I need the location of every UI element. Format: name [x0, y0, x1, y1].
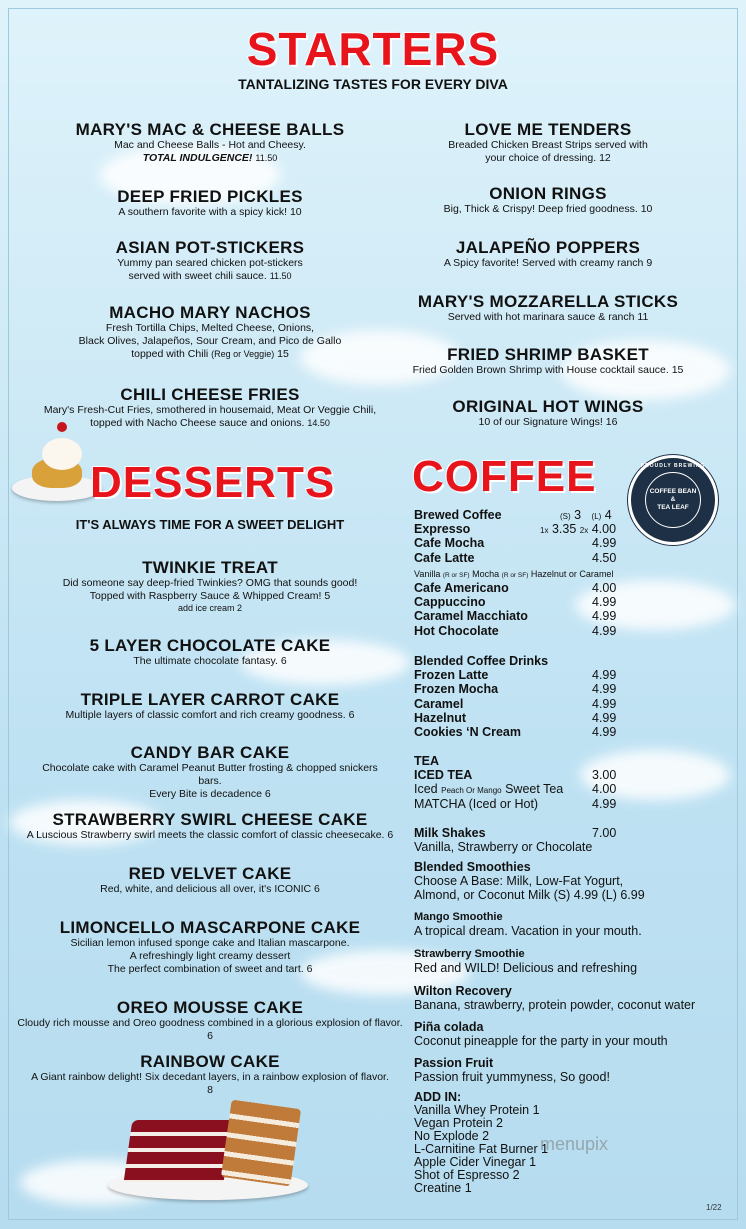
item-price: 6	[264, 788, 271, 800]
item-name: Cookies ‘N Cream	[414, 724, 521, 739]
coffee-menu	[414, 508, 724, 638]
item-name: Caramel Macchiato	[414, 609, 528, 624]
item-price: 6	[314, 883, 320, 895]
section-header: Blended Smoothies	[414, 860, 531, 874]
item-description: Mac and Cheese Balls - Hot and Cheesy.	[114, 139, 306, 151]
coffee-title: COFFEE	[412, 452, 597, 501]
item-description: Fresh Tortilla Chips, Melted Cheese, Onions, Black Olives, Jalapeños, Sour Cream, and Pico de Gallo topped with Chili	[78, 322, 342, 360]
item-name-suffix: Sweet Tea	[505, 782, 564, 797]
item-name: MACHO MARY NACHOS	[109, 303, 311, 322]
add-in-item: Apple Cider Vinegar 1	[414, 1155, 537, 1169]
item-price: 4.99	[592, 595, 617, 610]
logo-amp: &	[670, 496, 676, 503]
add-in-item: Shot of Espresso 2	[414, 1168, 520, 1182]
flavor-note: (R or SF)	[442, 571, 470, 579]
item-description: Sicilian lemon infused sponge cake and Italian mascarpone. A refreshingly light creamy dessert The perfect combination of sweet and tart.	[70, 937, 350, 975]
item-price: 15	[277, 348, 289, 360]
item-price: 11	[637, 311, 649, 323]
menu-item	[414, 768, 724, 782]
page-number: 1/22	[706, 1203, 722, 1212]
item-name: Caramel	[414, 696, 464, 711]
item-name: JALAPEÑO POPPERS	[455, 238, 641, 257]
item-price: 11.50	[255, 153, 278, 163]
menu-item	[398, 184, 698, 216]
item-name: Milk Shakes	[414, 826, 486, 840]
item-name: Hot Chocolate	[414, 623, 499, 638]
item-description: Fried Golden Brown Shrimp with House cocktail sauce.	[412, 364, 669, 376]
size-label: 1x	[540, 526, 549, 536]
item-price: 4.99	[592, 710, 617, 725]
tea-section	[414, 754, 724, 811]
item-description: Passion fruit yummyness, So good!	[414, 1070, 610, 1085]
item-name: RED VELVET CAKE	[128, 864, 292, 883]
menu-item	[414, 609, 724, 623]
item-price: 4	[604, 508, 612, 522]
item-name: ONION RINGS	[489, 184, 607, 203]
menu-item	[398, 345, 698, 377]
logo-line1: COFFEE BEAN	[649, 488, 697, 495]
size-label: (L)	[591, 512, 602, 521]
item-price: 4.00	[592, 580, 617, 595]
menu-item	[414, 522, 724, 536]
item-price: 4.99	[592, 724, 617, 739]
item-price: 10	[640, 203, 653, 215]
desserts-tagline: IT'S ALWAYS TIME FOR A SWEET DELIGHT	[75, 517, 345, 532]
menu-item	[414, 947, 724, 975]
item-price: 6	[207, 1030, 213, 1042]
item-name: Cafe Latte	[414, 550, 475, 565]
item-price: 7.00	[592, 826, 617, 840]
item-price: 4.99	[592, 696, 617, 711]
menu-item	[30, 558, 390, 613]
item-description: Served with hot marinara sauce & ranch	[447, 311, 635, 323]
item-name: Mango Smoothie	[414, 911, 503, 923]
item-note: (Reg or Veggie)	[211, 349, 275, 359]
starters-right-column	[398, 0, 698, 440]
add-in-item: Vanilla Whey Protein 1	[414, 1103, 540, 1117]
smoothie-section	[414, 860, 724, 903]
item-price: 4.99	[592, 796, 617, 811]
flavor-note: (R or SF)	[501, 571, 529, 579]
item-name: Expresso	[414, 522, 471, 537]
add-in-item: Vegan Protein 2	[414, 1116, 503, 1130]
menu-item	[398, 238, 698, 270]
menu-item	[414, 508, 724, 522]
item-price: 3.35	[551, 522, 577, 537]
item-price: 15	[671, 364, 684, 376]
item-name: Iced	[414, 782, 438, 797]
item-name: Piña colada	[414, 1020, 484, 1034]
item-price: 9	[646, 257, 653, 269]
item-name: ASIAN POT-STICKERS	[115, 238, 305, 257]
desserts-title: DESSERTS	[90, 458, 336, 507]
item-name: Cafe Americano	[414, 580, 509, 595]
desserts-column	[17, 0, 403, 1200]
item-description: Mary's Fresh-Cut Fries, smothered in housemaid, Meat Or Veggie Chili, topped with Nacho Cheese sauce and onions.	[43, 404, 377, 429]
menu-item	[414, 910, 724, 938]
menu-item	[414, 682, 724, 696]
item-description: Cloudy rich mousse and Oreo goodness combined in a glorious explosion of flavor.	[17, 1017, 403, 1029]
logo-line2: TEA LEAF	[657, 504, 689, 511]
item-price: 6	[387, 829, 394, 841]
item-price: 4.99	[592, 623, 617, 638]
flavor-label: Mocha	[472, 568, 500, 579]
item-name: Cappuccino	[414, 595, 486, 610]
menu-item	[15, 998, 405, 1043]
item-name: Cafe Mocha	[414, 536, 485, 551]
item-description: Did someone say deep-fried Twinkies? OMG that sounds good! Topped with Raspberry Sauce & Whipped Cream!	[62, 577, 358, 602]
starters-title: STARTERS	[246, 23, 500, 75]
item-name: OREO MOUSSE CAKE	[116, 998, 304, 1017]
item-note: add ice cream 2	[177, 603, 243, 613]
item-description: A Spicy favorite! Served with creamy ranch	[443, 257, 644, 269]
item-note: Peach Or Mango	[441, 786, 502, 796]
menu-item	[414, 595, 724, 609]
item-price: 4.00	[592, 782, 617, 797]
add-in-item: No Explode 2	[414, 1129, 490, 1143]
item-description: Multiple layers of classic comfort and rich creamy goodness.	[65, 709, 346, 721]
item-description: Choose A Base: Milk, Low-Fat Yogurt,	[414, 874, 624, 889]
item-price: 16	[605, 416, 618, 428]
item-name: STRAWBERRY SWIRL CHEESE CAKE	[52, 810, 368, 829]
item-description: Red, white, and delicious all over, it's ICONIC	[100, 883, 312, 895]
item-name: MARY'S MOZZARELLA STICKS	[417, 292, 679, 311]
item-price: 4.99	[592, 668, 617, 683]
item-description: The ultimate chocolate fantasy.	[133, 655, 278, 667]
item-description: A southern favorite with a spicy kick!	[118, 206, 288, 218]
item-description: A Giant rainbow delight! Six decedant layers, in a rainbow explosion of flavor.	[31, 1071, 389, 1083]
item-name: RAINBOW CAKE	[140, 1052, 280, 1071]
item-description: Breaded Chicken Breast Strips served with your choice of dressing.	[448, 139, 648, 164]
add-in-item: L-Carnitine Fat Burner 1	[414, 1142, 549, 1156]
menupix-watermark: menupix	[540, 1134, 609, 1154]
item-price: 3.00	[592, 768, 617, 783]
item-name: 5 LAYER CHOCOLATE CAKE	[89, 636, 331, 655]
menu-item	[414, 551, 724, 565]
item-description: Red and WILD! Delicious and refreshing	[414, 961, 638, 976]
menu-item	[414, 826, 724, 840]
item-name: TWINKIE TREAT	[142, 558, 278, 577]
menu-item	[30, 690, 390, 722]
section-header: TEA	[414, 754, 439, 768]
section-header: ADD IN:	[414, 1090, 462, 1104]
item-price: 4.50	[592, 550, 617, 565]
menu-item	[414, 536, 724, 550]
item-description: Banana, strawberry, protein powder, coconut water	[414, 998, 696, 1013]
section-header: Blended Coffee Drinks	[414, 654, 549, 668]
item-name: Strawberry Smoothie	[414, 948, 525, 960]
item-price: 4.00	[591, 522, 617, 537]
item-price: 12	[599, 152, 611, 164]
size-label: 2x	[579, 526, 589, 536]
menu-item	[414, 697, 724, 711]
item-price: 6	[306, 963, 313, 975]
menu-item	[30, 918, 390, 976]
menu-item	[414, 984, 724, 1012]
menu-item	[414, 581, 724, 595]
menu-item	[414, 1020, 724, 1048]
menu-item	[30, 743, 390, 801]
item-description: Yummy pan seared chicken pot-stickers served with sweet chili sauce.	[117, 257, 303, 282]
milkshake-section	[414, 826, 724, 854]
item-price: 8	[207, 1084, 213, 1096]
item-price: 4.99	[592, 609, 617, 624]
cake-illustration	[108, 1098, 308, 1203]
flavor-label: Hazelnut or Caramel	[530, 568, 614, 579]
item-description: A Luscious Strawberry swirl meets the classic comfort of classic cheesecake.	[26, 829, 385, 841]
menu-item	[414, 797, 724, 811]
menu-item	[414, 624, 724, 638]
item-price: 4.99	[592, 682, 617, 697]
item-name: Hazelnut	[414, 710, 467, 725]
item-description: Coconut pineapple for the party in your mouth	[414, 1034, 668, 1049]
item-extra: TOTAL INDULGENCE!	[142, 152, 253, 164]
item-name: Brewed Coffee	[414, 508, 502, 522]
add-in-item: Creatine 1	[414, 1181, 472, 1195]
item-name: ORIGINAL HOT WINGS	[452, 397, 644, 416]
item-price: 5	[324, 590, 331, 602]
item-name: Passion Fruit	[414, 1056, 494, 1070]
item-name: DEEP FRIED PICKLES	[117, 187, 303, 206]
item-description: A tropical dream. Vacation in your mouth.	[414, 924, 642, 939]
flavor-label: Vanilla	[414, 568, 441, 579]
logo-top-text: PROUDLY BREWING	[640, 463, 706, 469]
size-label: (S)	[560, 512, 571, 521]
item-price: 3	[574, 508, 582, 522]
menu-item	[414, 668, 724, 682]
menu-item	[398, 292, 698, 324]
flavor-options	[414, 567, 724, 581]
item-name: LOVE ME TENDERS	[464, 120, 632, 139]
item-name: MATCHA (Iced or Hot)	[414, 796, 539, 811]
item-description: Big, Thick & Crispy! Deep fried goodness.	[443, 203, 638, 215]
item-name: CANDY BAR CAKE	[130, 743, 290, 762]
item-price: 11.50	[269, 271, 292, 281]
item-name: TRIPLE LAYER CARROT CAKE	[80, 690, 340, 709]
menu-item	[414, 782, 724, 796]
starters-tagline: TANTALIZING TASTES FOR EVERY DIVA	[238, 76, 508, 92]
item-name: ICED TEA	[414, 768, 473, 783]
item-name: Frozen Latte	[414, 668, 489, 683]
menu-item	[30, 1052, 390, 1097]
item-name: LIMONCELLO MASCARPONE CAKE	[59, 918, 361, 937]
item-name: CHILI CHEESE FRIES	[120, 385, 300, 404]
menu-item	[414, 1056, 724, 1084]
item-description: 10 of our Signature Wings!	[478, 416, 603, 428]
item-description: Almond, or Coconut Milk (S) 4.99 (L) 6.99	[414, 888, 645, 903]
item-name: Wilton Recovery	[414, 984, 512, 998]
item-name: FRIED SHRIMP BASKET	[447, 345, 649, 364]
item-name: Frozen Mocha	[414, 682, 499, 697]
item-description: Vanilla, Strawberry or Chocolate	[414, 840, 593, 855]
item-name: MARY'S MAC & CHEESE BALLS	[75, 120, 345, 139]
menu-item	[398, 120, 698, 165]
menu-item	[414, 725, 724, 739]
menu-item	[398, 397, 698, 429]
item-price: 6	[280, 655, 287, 667]
item-description: Chocolate cake with Caramel Peanut Butter frosting & chopped snickers bars. Every Bite is decadence	[42, 762, 378, 800]
item-price: 10	[289, 206, 302, 218]
menu-item	[30, 864, 390, 896]
item-price: 14.50	[307, 418, 330, 428]
item-price: 4.99	[592, 536, 617, 551]
menu-item	[15, 810, 405, 842]
item-price: 6	[348, 709, 355, 721]
menu-item	[414, 711, 724, 725]
menu-item	[30, 636, 390, 668]
blended-coffee-section	[414, 654, 724, 739]
